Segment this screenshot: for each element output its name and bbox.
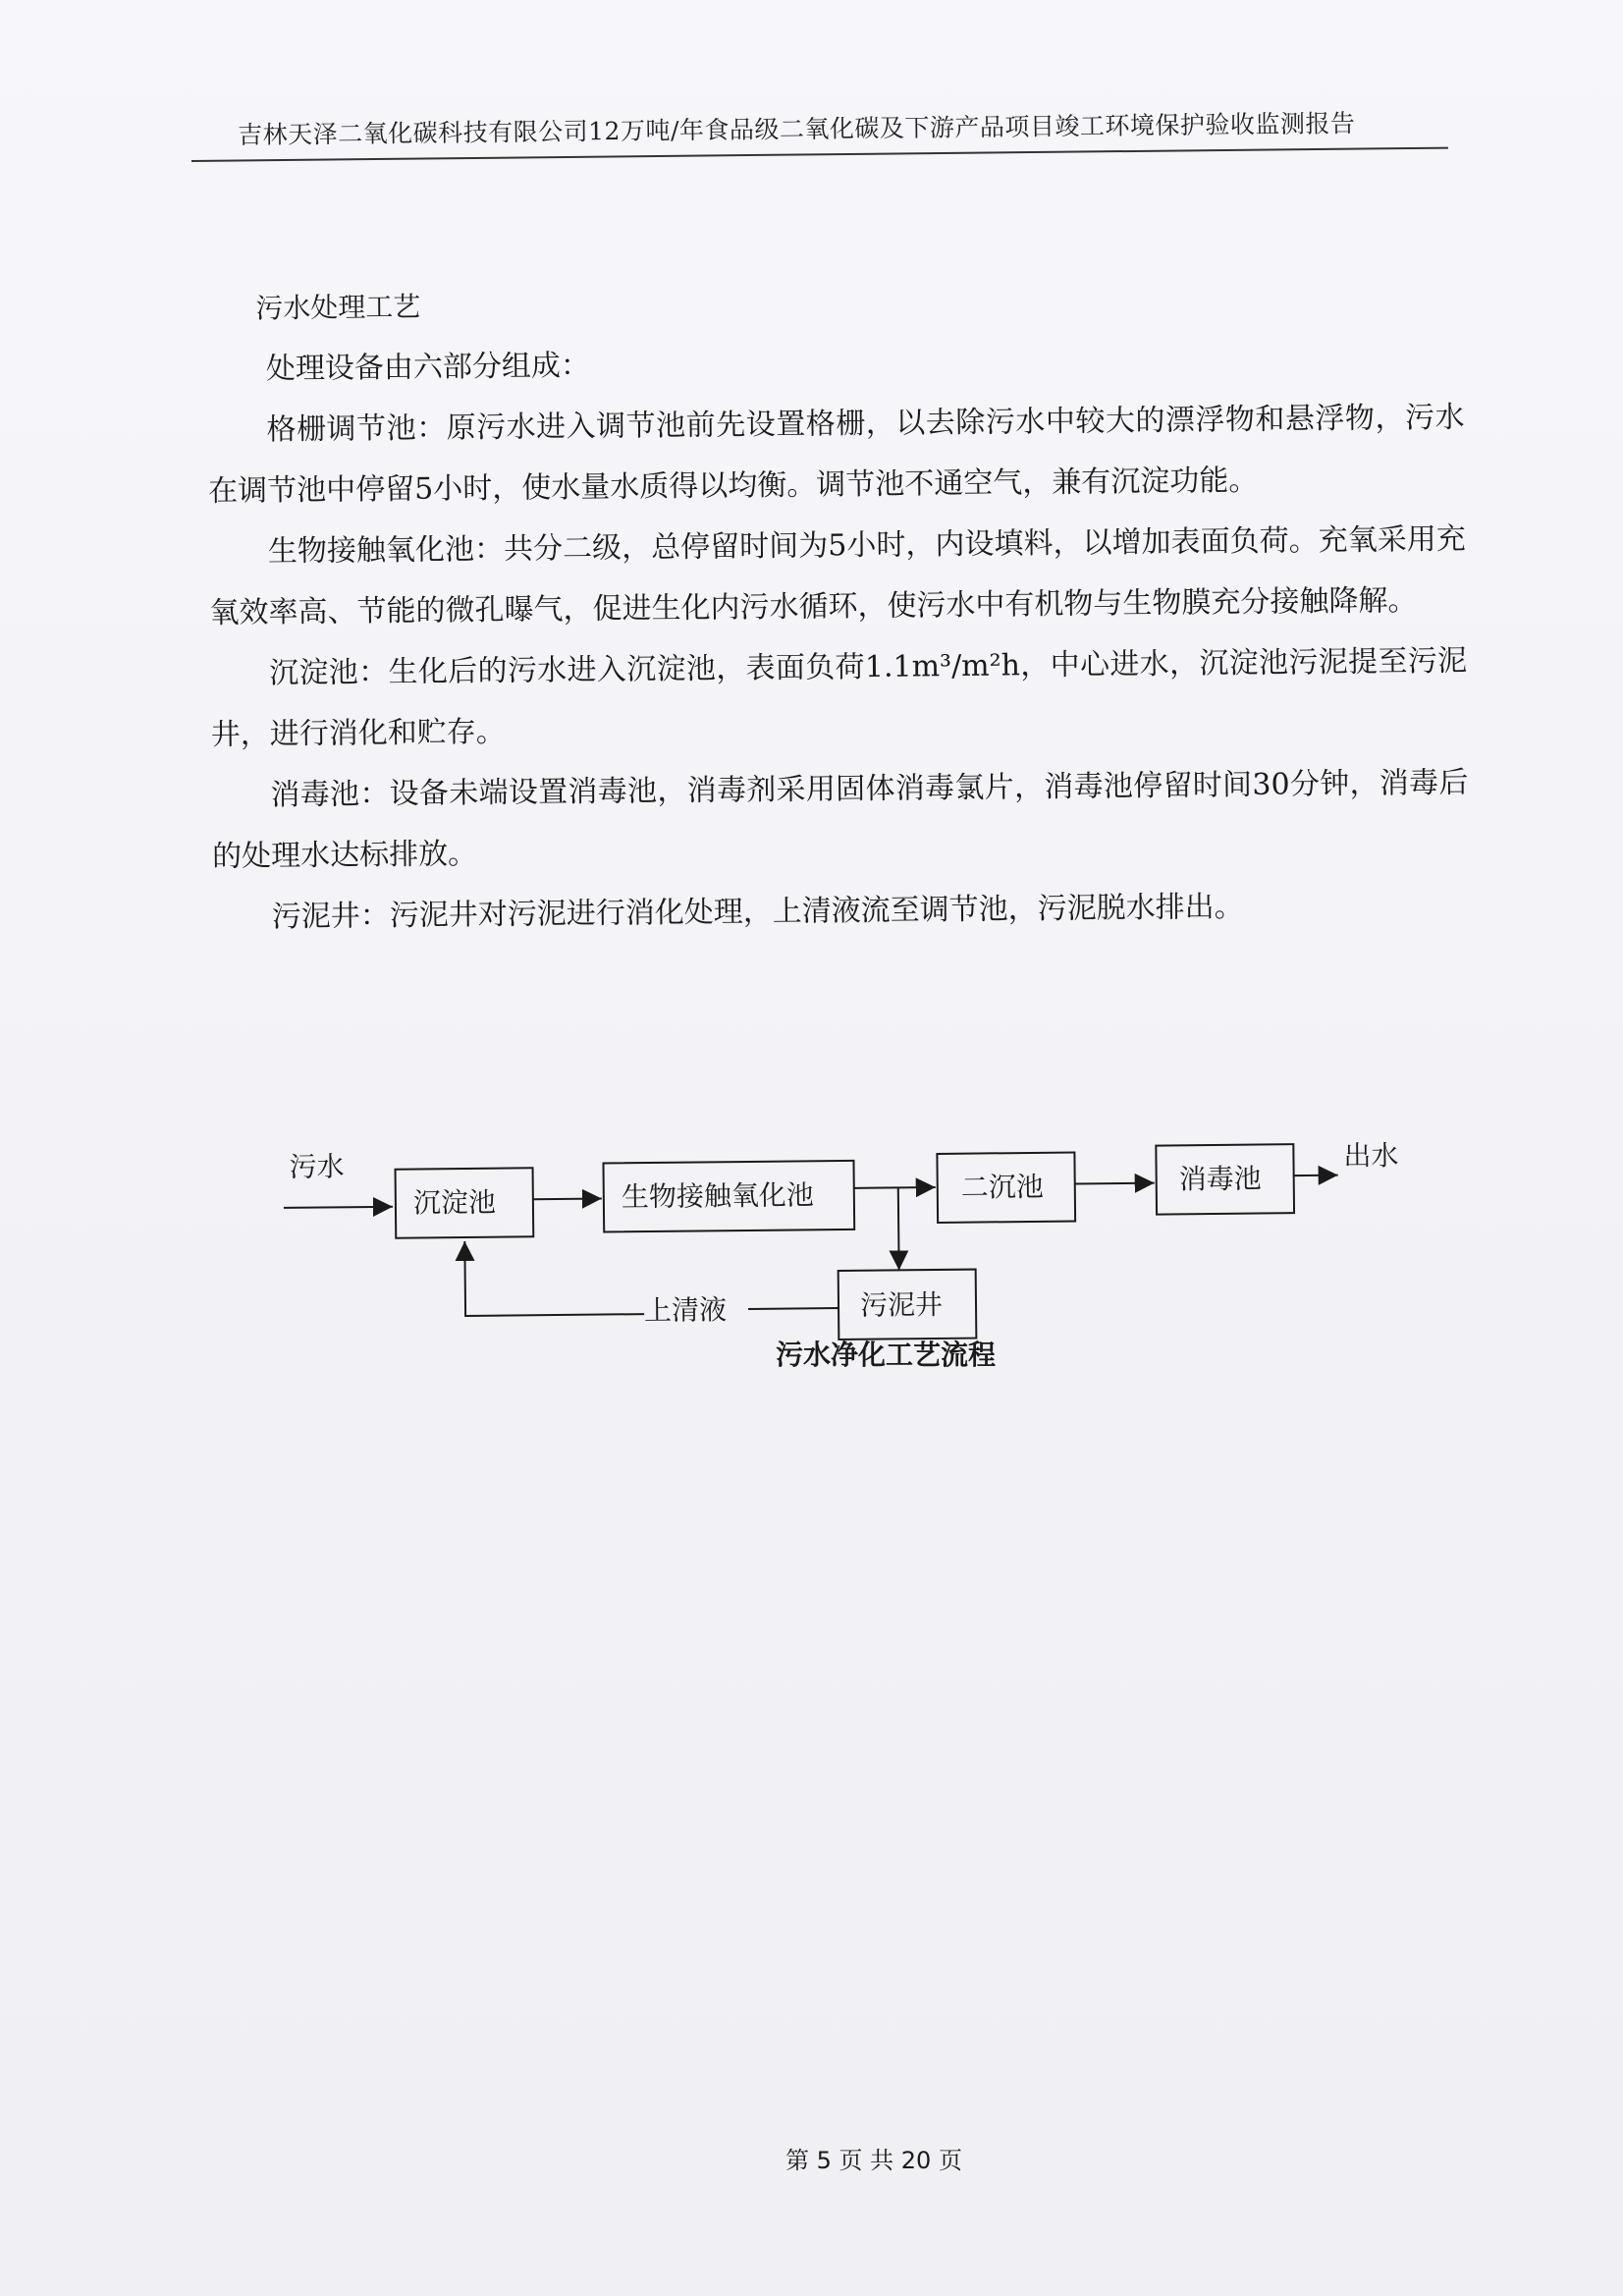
process-flow-diagram (277, 1108, 1418, 1355)
box-disinfection-label: 消毒池 (1178, 1162, 1262, 1196)
arrow-to-sludge (898, 1187, 899, 1270)
intro-paragraph: 处理设备由六部分组成： (265, 348, 591, 387)
paragraph-sludge-well: 污泥井：污泥井对污泥进行消化处理，上清液流至调节池，污泥脱水排出。 (271, 889, 1244, 935)
arrow-sed-bio (533, 1199, 602, 1200)
box-sludge-label: 污泥井 (859, 1287, 944, 1322)
paragraph-sedimentation: 沉淀池：生化后的污水进入沉淀池，表面负荷1.1m³/m²h，中心进水，沉淀池污泥提至污泥井，进行消化和贮存。 (210, 643, 1468, 752)
diagram-caption: 污水净化工艺流程 (776, 1339, 997, 1371)
paragraph-bio-oxidation: 生物接触氧化池：共分二级，总停留时间为5小时，内设填料，以增加表面负荷。充氧采用充氧效率高、节能的微孔曝气，促进生化内污水循环，使污水中有机物与生物膜充分接触降解。 (209, 521, 1466, 630)
paragraph-grid-tank: 格栅调节池：原污水进入调节池前先设置格栅，以去除污水中较大的漂浮物和悬浮物，污水在调节池中停留5小时，使水量水质得以均衡。调节池不通空气，兼有沉淀功能。 (208, 400, 1465, 509)
diagram-input-label: 污水 (289, 1150, 345, 1183)
arrow-bio-secondary (854, 1187, 936, 1188)
box-sedimentation-label: 沉淀池 (412, 1185, 497, 1220)
arrow-secondary-disinfection (1075, 1183, 1155, 1184)
box-secondary-label: 二沉池 (960, 1170, 1044, 1204)
page-number: 第 5 页 共 20 页 (785, 2147, 962, 2174)
return-line-left (464, 1239, 644, 1316)
body-text (206, 272, 1470, 949)
section-title: 污水处理工艺 (255, 290, 421, 325)
diagram-output-label: 出水 (1343, 1139, 1399, 1173)
diagram-return-label: 上清液 (643, 1293, 728, 1328)
box-bio-label: 生物接触氧化池 (621, 1178, 815, 1214)
paragraph-disinfection: 消毒池：设备未端设置消毒池，消毒剂采用固体消毒氯片，消毒池停留时间30分钟，消毒后的处理水达标排放。 (211, 765, 1469, 874)
arrow-in (284, 1207, 393, 1208)
report-header: 吉林天泽二氧化碳科技有限公司12万吨/年食品级二氧化碳及下游产品项目竣工环境保护验收监测报告 (238, 109, 1356, 149)
return-line-right (748, 1308, 839, 1309)
